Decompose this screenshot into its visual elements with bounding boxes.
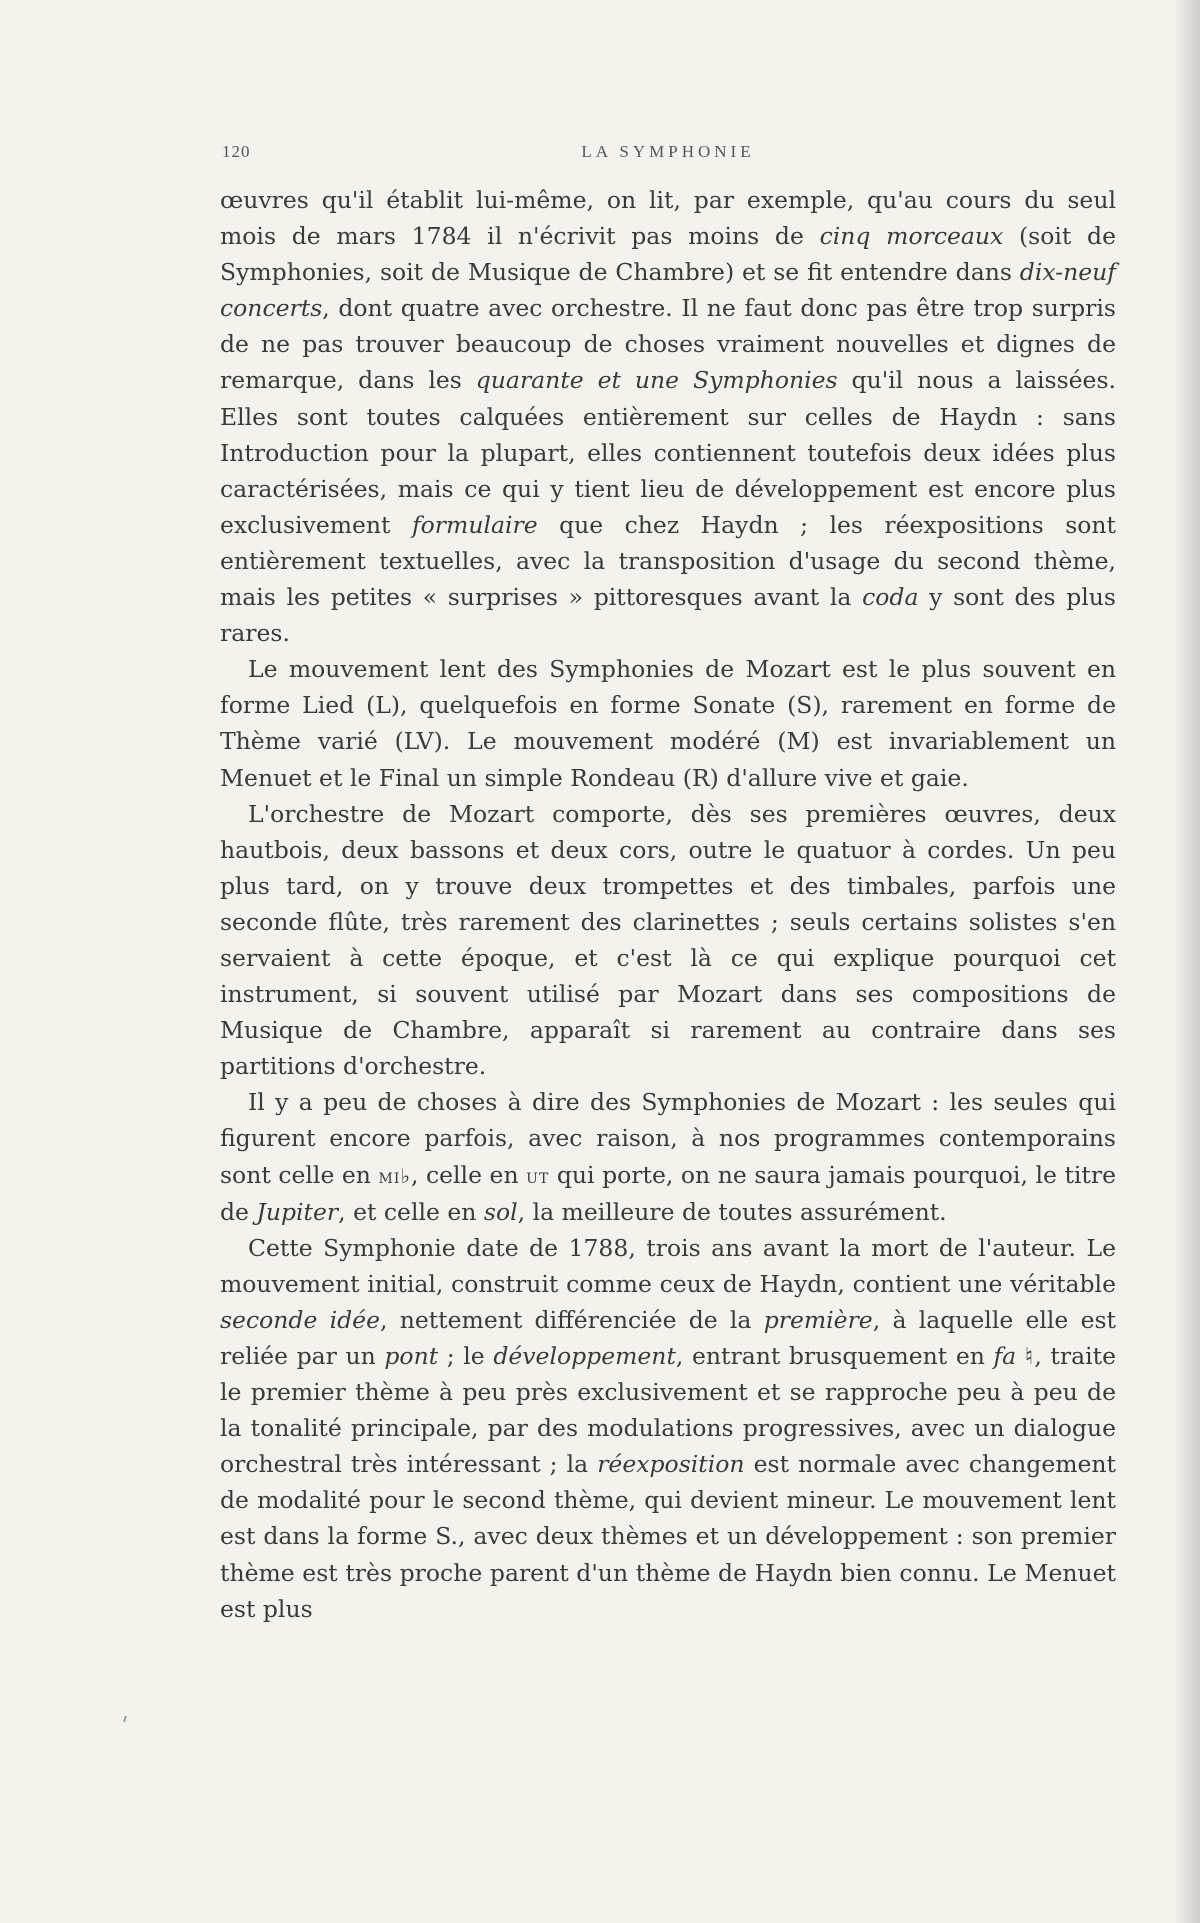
paper-speck bbox=[123, 1716, 127, 1722]
italic-text: sol bbox=[483, 1197, 518, 1226]
smallcaps-text: ut bbox=[526, 1163, 550, 1188]
paragraph bbox=[220, 182, 1116, 651]
page-header bbox=[222, 142, 1114, 166]
italic-text: pont bbox=[384, 1342, 439, 1370]
text-run: , traite le premier thème à peu près exclusivement et se rapproche peu à peu de la tonalité principale, par des modulations progressives, avec un dialogue orchestral très intéressant ; la bbox=[220, 1342, 1116, 1479]
page-edge-shadow bbox=[1174, 0, 1200, 1923]
italic-text: formulaire bbox=[411, 510, 538, 539]
italic-text: Jupiter bbox=[256, 1197, 339, 1226]
text-run: que chez Haydn ; les réexpositions sont entièrement textuelles, avec la transposition d'usage du second thème, mais les petites « surprises » pittoresques avant la bbox=[220, 510, 1116, 612]
italic-text: quarante et une Symphonies bbox=[475, 366, 838, 395]
text-run: qu'il nous a laissées. Elles sont toutes calquées entièrement sur celles de Haydn : sans Introduction pour la plupart, elles contiennent toutefois deux idées plus caractérisées, mais ce qui y tient lieu de développement est encore plus exclusivement bbox=[220, 366, 1116, 539]
text-run: , à laquelle elle est reliée par un bbox=[220, 1305, 1116, 1370]
paragraph bbox=[220, 1230, 1116, 1627]
text-run: , dont quatre avec orchestre. Il ne faut donc pas être trop surpris de ne pas trouver beaucoup de choses vraiment nouvelles et dignes de remarque, dans les bbox=[220, 294, 1116, 395]
paragraph bbox=[220, 651, 1116, 795]
text-run: , nettement différenciée de la bbox=[379, 1305, 764, 1334]
text-run: (soit de Symphonies, soit de Musique de Chambre) et se fit entendre dans bbox=[220, 222, 1116, 287]
text-run: ; le bbox=[438, 1342, 494, 1370]
italic-text: seconde idée bbox=[220, 1305, 380, 1334]
text-run: Il y a peu de choses à dire des Symphonies de Mozart : les seules qui figurent encore parfois, avec raison, à nos programmes contemporains sont celle en bbox=[220, 1088, 1116, 1189]
text-run: y sont des plus rares. bbox=[220, 583, 1116, 648]
text-run: , la meilleure de toutes assurément. bbox=[517, 1197, 947, 1226]
italic-text: dix-neuf concerts bbox=[220, 258, 1116, 323]
italic-text: coda bbox=[862, 583, 919, 612]
italic-text: première bbox=[763, 1305, 873, 1334]
italic-text: développement bbox=[493, 1342, 676, 1370]
text-run: est normale avec changement de modalité pour le second thème, qui devient mineur. Le mouvement lent est dans la forme S., avec deux thèmes et un développement : son premier thème est très proche parent d'un thème de Haydn bien connu. Le Menuet est plus bbox=[220, 1450, 1117, 1623]
body-text bbox=[220, 182, 1116, 1627]
text-run: œuvres qu'il établit lui-même, on lit, par exemple, qu'au cours du seul mois de mars 1784 il n'écrivit pas moins de bbox=[220, 186, 1116, 251]
text-run: Cette Symphonie date de 1788, trois ans avant la mort de l'auteur. Le mouvement initial, construit comme ceux de Haydn, contient une véritable bbox=[220, 1233, 1116, 1298]
text-run: qui porte, on ne saura jamais pourquoi, le titre de bbox=[220, 1160, 1116, 1226]
paragraph bbox=[220, 1084, 1116, 1229]
paragraph bbox=[220, 796, 1116, 1085]
text-run: , entrant brusquement en bbox=[675, 1342, 994, 1370]
italic-text: réexposition bbox=[597, 1450, 745, 1479]
text-run: Le mouvement lent des Symphonies de Mozart est le plus souvent en forme Lied (L), quelquefois en forme Sonate (S), rarement en forme de Thème varié (LV). Le mouvement modéré (M) est invariablement un Menuet et le Final un simple Rondeau (R) d'allure vive et gaie. bbox=[220, 655, 1116, 792]
running-title: LA SYMPHONIE bbox=[581, 142, 755, 161]
text-run: L'orchestre de Mozart comporte, dès ses premières œuvres, deux hautbois, deux bassons et deux cors, outre le quatuor à cordes. Un peu plus tard, on y trouve deux trompettes et des timbales, parfois une seconde flûte, très rarement des clarinettes ; seuls certains solistes s'en servaient à cette époque, et c'est là ce qui explique pourquoi cet instrument, si souvent utilisé par Mozart dans ses compositions de Musique de Chambre, apparaît si rarement au contraire dans ses partitions d'orchestre. bbox=[220, 799, 1116, 1081]
text-run: , celle en bbox=[410, 1160, 527, 1189]
page-number: 120 bbox=[222, 142, 251, 161]
italic-text: fa ♮ bbox=[993, 1342, 1035, 1370]
text-run: , et celle en bbox=[338, 1197, 484, 1226]
italic-text: cinq morceaux bbox=[819, 222, 1004, 251]
smallcaps-text: mi♭ bbox=[378, 1163, 411, 1188]
